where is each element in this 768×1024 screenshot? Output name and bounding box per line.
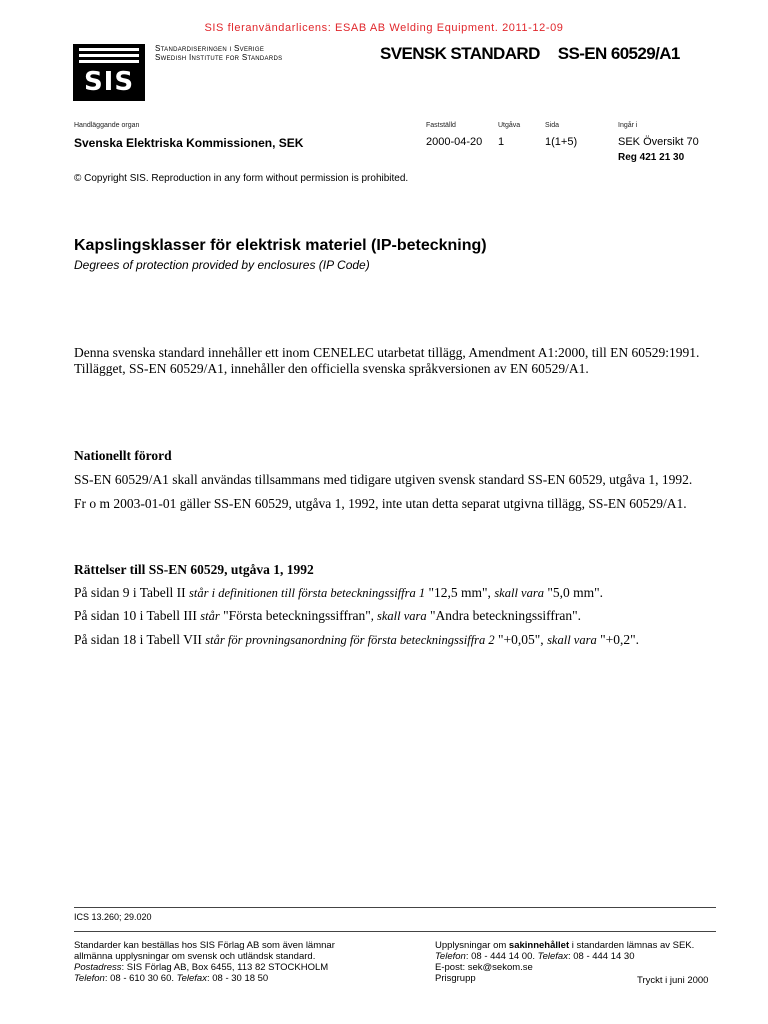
page-value: 1(1+5) bbox=[545, 136, 578, 148]
org-value: Svenska Elektriska Kommissionen, SEK bbox=[74, 136, 304, 150]
fax-label: Telefax bbox=[537, 951, 568, 962]
phone-label: Telefon bbox=[74, 973, 105, 984]
printed-date: Tryckt i juni 2000 bbox=[637, 975, 709, 986]
edition-label: Utgåva bbox=[498, 122, 521, 129]
standard-number: SS-EN 60529/A1 bbox=[557, 44, 680, 63]
correction-item-1 bbox=[74, 585, 603, 601]
intro-paragraph bbox=[74, 345, 754, 377]
logo-text: SIS bbox=[83, 67, 135, 97]
correction-italic: står i definitionen till första beteckningssiffra 1 bbox=[189, 586, 426, 600]
correction-italic: , skall vara bbox=[370, 609, 427, 623]
correction-italic: skall vara bbox=[547, 633, 597, 647]
logo-stripes bbox=[79, 48, 139, 66]
phone-label: Telefon bbox=[435, 951, 466, 962]
correction-item-2 bbox=[74, 608, 581, 624]
sis-logo bbox=[73, 44, 145, 101]
postal-address bbox=[74, 962, 414, 973]
phone-value: : 08 - 610 30 60. bbox=[104, 973, 177, 984]
fax-label: Telefax bbox=[176, 973, 207, 984]
footer-text: i standarden lämnas av SEK. bbox=[569, 940, 695, 951]
org-label: Handläggande organ bbox=[74, 122, 140, 129]
institute-name-sv: Standardiseringen i Sverige bbox=[155, 44, 265, 53]
correction-italic: står för provningsanordning för första beteckningssiffra 2 bbox=[205, 633, 495, 647]
footer-left-contact bbox=[74, 973, 414, 984]
footer-left-line-2: allmänna upplysningar om svensk och utländsk standard. bbox=[74, 951, 316, 962]
license-notice: SIS fleranvändarlicens: ESAB AB Welding Equipment. 2011-12-09 bbox=[204, 22, 564, 34]
divider bbox=[74, 907, 716, 908]
correction-text: På sidan 9 i Tabell II bbox=[74, 585, 190, 600]
edition-value: 1 bbox=[498, 136, 505, 148]
intro-line-1: Denna svenska standard innehåller ett inom CENELEC utarbetat tillägg, Amendment A1:2000, till EN 60529:1991. bbox=[74, 345, 700, 360]
postal-label: Postadress bbox=[74, 962, 122, 973]
footer-text: Upplysningar om bbox=[435, 940, 509, 951]
correction-text: "12,5 mm", bbox=[425, 585, 495, 600]
footer-right-line-1 bbox=[435, 940, 720, 951]
footer-left-line-1: Standarder kan beställas hos SIS Förlag AB som även lämnar bbox=[74, 940, 335, 951]
correction-text: På sidan 10 i Tabell III bbox=[74, 608, 201, 623]
standard-type: SVENSK STANDARD bbox=[380, 44, 540, 63]
included-label: Ingår i bbox=[618, 122, 638, 129]
national-foreword-line-1: SS-EN 60529/A1 skall användas tillsammans med tidigare utgiven svensk standard SS-EN 60529, utgåva 1, 1992. bbox=[74, 472, 693, 487]
footer-right-contact bbox=[435, 951, 720, 962]
document-subtitle: Degrees of protection provided by enclosures (IP Code) bbox=[74, 258, 370, 272]
page-label: Sida bbox=[545, 122, 560, 129]
email: E-post: sek@sekom.se bbox=[435, 962, 533, 973]
ics-code: ICS 13.260; 29.020 bbox=[74, 912, 152, 922]
price-group: Prisgrupp bbox=[435, 973, 476, 984]
copyright: © Copyright SIS. Reproduction in any form without permission is prohibited. bbox=[74, 173, 409, 184]
fax-value: : 08 - 30 18 50 bbox=[206, 973, 269, 984]
correction-italic: skall vara bbox=[494, 586, 544, 600]
correction-text: På sidan 18 i Tabell VII bbox=[74, 632, 206, 647]
institute-name-en: Swedish Institute for Standards bbox=[155, 53, 283, 62]
footer-left bbox=[74, 940, 414, 984]
reg-number: Reg 421 21 30 bbox=[618, 152, 685, 163]
institute-name bbox=[155, 44, 282, 62]
correction-text: "Första beteckningssiffran" bbox=[219, 608, 371, 623]
correction-item-3 bbox=[74, 632, 639, 648]
footer-bold: sakinnehållet bbox=[508, 940, 570, 951]
correction-text: "+0,2". bbox=[596, 632, 639, 647]
divider bbox=[74, 931, 716, 932]
corrections-heading: Rättelser till SS-EN 60529, utgåva 1, 1992 bbox=[74, 562, 314, 577]
standard-heading bbox=[380, 44, 680, 64]
phone-value: : 08 - 444 14 00. bbox=[465, 951, 538, 962]
correction-italic: står bbox=[200, 609, 220, 623]
national-foreword-line-2: Fr o m 2003-01-01 gäller SS-EN 60529, utgåva 1, 1992, inte utan detta separat utgivna tillägg, SS-EN 60529/A1. bbox=[74, 496, 687, 511]
correction-text: "5,0 mm". bbox=[543, 585, 603, 600]
fax-value: : 08 - 444 14 30 bbox=[567, 951, 635, 962]
postal-value: : SIS Förlag AB, Box 6455, 113 82 STOCKHOLM bbox=[121, 962, 329, 973]
correction-text: "Andra beteckningssiffran". bbox=[426, 608, 581, 623]
intro-line-2: Tillägget, SS-EN 60529/A1, innehåller den officiella svenska språkversionen av EN 60529/A1. bbox=[74, 361, 589, 376]
national-foreword-heading: Nationellt förord bbox=[74, 448, 172, 463]
correction-text: "+0,05", bbox=[494, 632, 548, 647]
included-value: SEK Översikt 70 bbox=[618, 136, 699, 148]
document-title: Kapslingsklasser för elektrisk materiel (IP-beteckning) bbox=[74, 237, 487, 254]
established-label: Fastställd bbox=[426, 122, 456, 129]
established-value: 2000-04-20 bbox=[426, 136, 483, 148]
